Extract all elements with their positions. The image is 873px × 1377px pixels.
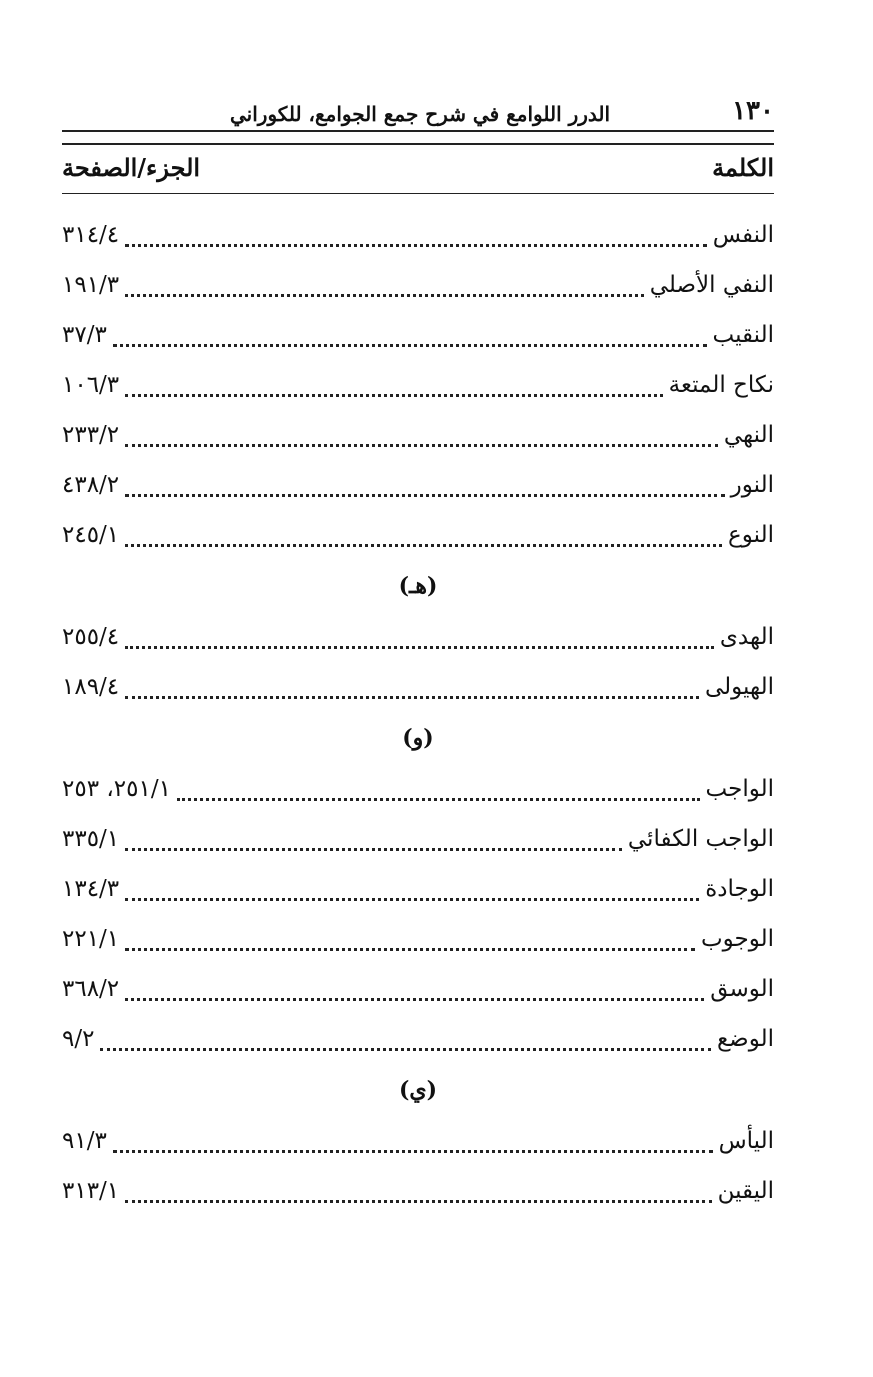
entry-ref: ٩١/٣: [62, 1128, 107, 1154]
entry-word: الوجوب: [700, 926, 774, 952]
section-letter: (هـ): [398, 573, 438, 599]
column-header-rule: [62, 193, 774, 194]
entry-word: النهي: [723, 422, 774, 448]
section-letter: (و): [402, 725, 434, 751]
entry-ref: ١٩١/٣: [62, 272, 120, 298]
entry-word: الوضع: [716, 1026, 774, 1052]
entry-word: النور: [730, 472, 774, 498]
entry-word: الهيولى: [705, 674, 774, 700]
entry-ref: ٢٢١/١: [62, 926, 120, 952]
index-entry: [62, 510, 774, 560]
index-entry: [62, 964, 774, 1014]
dot-leader: [125, 440, 718, 447]
index-entry: [62, 814, 774, 864]
entry-ref: ٢٥٥/٤: [62, 624, 120, 650]
header-rule-bottom: [62, 143, 774, 145]
index-entry: [62, 410, 774, 460]
entry-ref: ٣٣٥/١: [62, 826, 120, 852]
entry-ref: ١٠٦/٣: [62, 372, 120, 398]
dot-leader: [125, 240, 707, 247]
index-entry: [62, 864, 774, 914]
page-number: ١٣٠: [732, 96, 774, 126]
entry-ref: ٣٧/٣: [62, 322, 107, 348]
entry-ref: ٣١٣/١: [62, 1178, 120, 1204]
index-entry: [62, 310, 774, 360]
entry-ref: ٣١٤/٤: [62, 222, 120, 248]
index-entry: [62, 612, 774, 662]
index-entry: [62, 1116, 774, 1166]
dot-leader: [125, 290, 644, 297]
entry-ref: ٢٣٣/٢: [62, 422, 120, 448]
running-head: [62, 86, 774, 126]
entry-ref: ١٨٩/٤: [62, 674, 120, 700]
dot-leader: [125, 390, 662, 397]
entry-word: الوجادة: [705, 876, 774, 902]
entry-ref: ١٣٤/٣: [62, 876, 120, 902]
entry-ref: ٢٥١/١، ٢٥٣: [62, 776, 171, 802]
index-entry: [62, 460, 774, 510]
index-entry: [62, 914, 774, 964]
dot-leader: [113, 1146, 713, 1153]
index-entry: [62, 764, 774, 814]
dot-leader: [125, 1196, 711, 1203]
entry-word: النفي الأصلي: [649, 272, 774, 298]
index-entry: [62, 360, 774, 410]
section-letter: (ي): [398, 1077, 438, 1103]
column-header-ref: الجزء/الصفحة: [62, 152, 201, 182]
entry-word: الهدى: [719, 624, 774, 650]
index-entry: [62, 1014, 774, 1064]
entry-word: نكاح المتعة: [668, 372, 774, 398]
entry-word: النقيب: [712, 322, 774, 348]
entry-word: النفس: [712, 222, 774, 248]
entry-ref: ٢٤٥/١: [62, 522, 120, 548]
dot-leader: [125, 692, 699, 699]
book-title: الدرر اللوامع في شرح جمع الجوامع، للكوراني: [230, 102, 611, 126]
entry-ref: ٤٣٨/٢: [62, 472, 120, 498]
dot-leader: [125, 642, 714, 649]
entry-word: الواجب الكفائي: [627, 826, 774, 852]
column-header-word: الكلمة: [712, 152, 774, 182]
dot-leader: [100, 1044, 710, 1051]
entry-word: الوسق: [710, 976, 774, 1002]
dot-leader: [125, 994, 704, 1001]
entry-ref: ٣٦٨/٢: [62, 976, 120, 1002]
index-entries: [62, 210, 774, 1216]
column-header: [62, 150, 774, 184]
header-rule-top: [62, 130, 774, 132]
index-entry: [62, 1166, 774, 1216]
dot-leader: [125, 894, 699, 901]
dot-leader: [125, 844, 622, 851]
dot-leader: [177, 794, 700, 801]
dot-leader: [125, 944, 695, 951]
dot-leader: [125, 540, 722, 547]
entry-word: النوع: [728, 522, 774, 548]
index-entry: [62, 260, 774, 310]
dot-leader: [113, 340, 707, 347]
dot-leader: [125, 490, 725, 497]
entry-ref: ٩/٢: [62, 1026, 95, 1052]
index-entry: [62, 662, 774, 712]
entry-word: اليأس: [718, 1128, 774, 1154]
index-entry: [62, 210, 774, 260]
entry-word: الواجب: [705, 776, 774, 802]
entry-word: اليقين: [717, 1178, 774, 1204]
